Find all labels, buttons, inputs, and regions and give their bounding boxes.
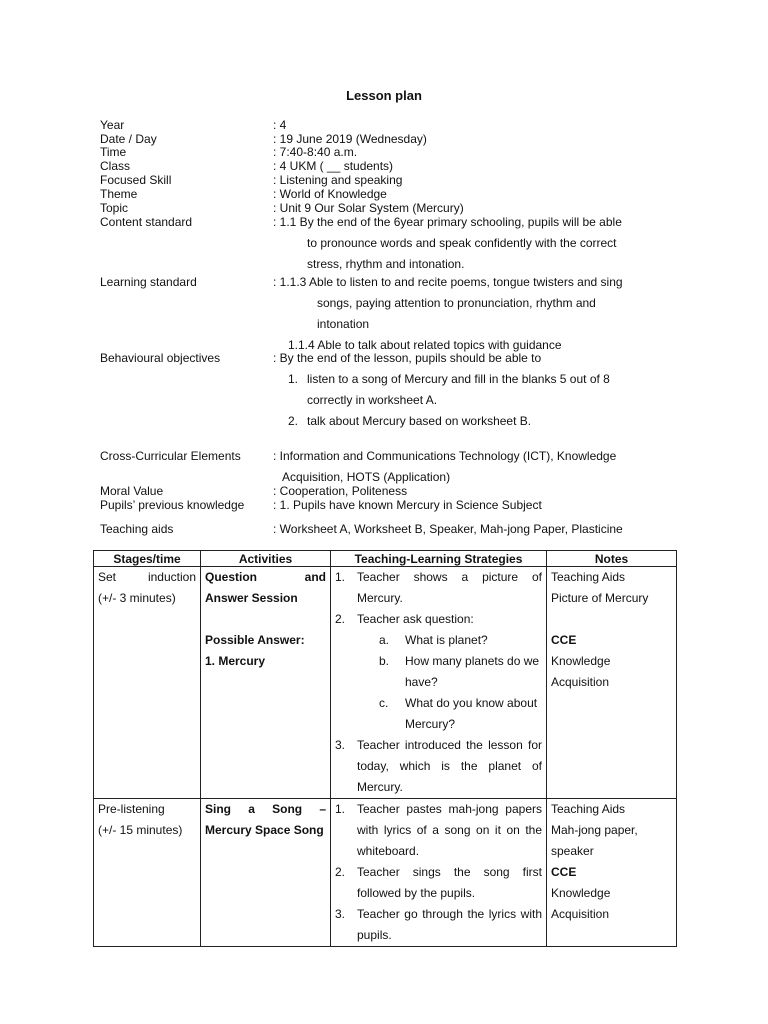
learning-standard-line: songs, paying attention to pronunciation, rhythm and xyxy=(317,296,596,310)
objective-text: correctly in worksheet A. xyxy=(307,393,438,407)
sub-marker: a. xyxy=(379,633,390,647)
sub-text: What do you know about Mercury? xyxy=(405,696,538,731)
objective-text: listen to a song of Mercury and fill in the blanks 5 out of 8 xyxy=(307,372,610,386)
learning-standard-line: intonation xyxy=(317,317,370,331)
notes-cce-label: CCE xyxy=(551,633,577,647)
strategy-number: 2. xyxy=(335,612,346,626)
class-value: : 4 UKM ( __ students) xyxy=(273,159,394,173)
strategy-number: 3. xyxy=(335,907,346,921)
strategy-item xyxy=(335,862,542,904)
notes-cce: Knowledge Acquisition xyxy=(551,886,611,921)
objective-number: 2. xyxy=(288,414,299,428)
strategy-sub-item xyxy=(335,651,542,693)
possible-answer-label: Possible Answer: xyxy=(205,633,305,647)
moral-value-value: : Cooperation, Politeness xyxy=(273,484,408,498)
activity-cell xyxy=(201,799,331,947)
stage-time: (+/- 3 minutes) xyxy=(98,591,176,605)
time-value: : 7:40-8:40 a.m. xyxy=(273,145,358,159)
content-standard-line: to pronounce words and speak confidently with the correct xyxy=(307,236,617,250)
strategy-text: Teacher shows a picture of Mercury. xyxy=(357,570,542,605)
strategy-item xyxy=(335,799,542,862)
stage-cell xyxy=(94,567,201,799)
learning-standard-line: 1.1.4 Able to talk about related topics with guidance xyxy=(288,338,562,352)
activity-name: Sing a Song – Mercury Space Song xyxy=(205,802,326,837)
strategies-cell xyxy=(331,567,547,799)
header-notes: Notes xyxy=(547,551,677,567)
content-standard-label: Content standard xyxy=(100,215,193,229)
stage-name: Pre-listening xyxy=(98,802,165,816)
date-value: : 19 June 2019 (Wednesday) xyxy=(273,132,427,146)
strategy-item xyxy=(335,609,542,630)
header-strategies: Teaching-Learning Strategies xyxy=(331,551,547,567)
teaching-aids-label: Teaching aids xyxy=(100,522,174,536)
notes-aids: Mah-jong paper, speaker xyxy=(551,823,638,858)
behavioural-objectives-value: : By the end of the lesson, pupils should be able to xyxy=(273,351,542,365)
strategy-text: Teacher sings the song first followed by the pupils. xyxy=(357,865,542,900)
possible-answer: 1. Mercury xyxy=(205,654,266,668)
strategy-sub-item xyxy=(335,693,542,735)
theme-label: Theme xyxy=(100,187,138,201)
content-standard-line: stress, rhythm and intonation. xyxy=(307,257,465,271)
activity-cell xyxy=(201,567,331,799)
date-label: Date / Day xyxy=(100,132,157,146)
focused-skill-label: Focused Skill xyxy=(100,173,172,187)
header-stages: Stages/time xyxy=(94,551,201,567)
cross-curricular-value: : Information and Communications Technology (ICT), Knowledge xyxy=(273,449,617,463)
content-standard-value: : 1.1 By the end of the 6year primary schooling, pupils will be able xyxy=(273,215,622,229)
moral-value-label: Moral Value xyxy=(100,484,164,498)
notes-aids-label: Teaching Aids xyxy=(551,802,626,816)
theme-value: : World of Knowledge xyxy=(273,187,387,201)
table-header-row xyxy=(94,551,677,567)
teaching-aids-value: : Worksheet A, Worksheet B, Speaker, Mah-jong Paper, Plasticine xyxy=(273,522,623,536)
previous-knowledge-value: : 1. Pupils have known Mercury in Science Subject xyxy=(273,498,542,512)
strategy-text: Teacher go through the lyrics with pupils. xyxy=(357,907,542,942)
sub-marker: b. xyxy=(379,654,390,668)
strategy-text: Teacher pastes mah-jong papers with lyrics of a song on it on the whiteboard. xyxy=(357,802,542,858)
stage-cell xyxy=(94,799,201,947)
strategy-text: Teacher introduced the lesson for today, which is the planet of Mercury. xyxy=(357,738,542,794)
stage-time: (+/- 15 minutes) xyxy=(98,823,183,837)
cross-curricular-label: Cross-Curricular Elements xyxy=(100,449,241,463)
sub-text: How many planets do we have? xyxy=(405,654,540,689)
notes-cce: Knowledge Acquisition xyxy=(551,654,611,689)
year-label: Year xyxy=(100,118,125,132)
stage-name: Set induction xyxy=(98,570,196,584)
time-label: Time xyxy=(100,145,127,159)
strategy-item xyxy=(335,904,542,946)
year-value: : 4 xyxy=(273,118,287,132)
table-row xyxy=(94,567,677,799)
strategies-cell xyxy=(331,799,547,947)
topic-value: : Unit 9 Our Solar System (Mercury) xyxy=(273,201,464,215)
learning-standard-value: : 1.1.3 Able to listen to and recite poems, tongue twisters and sing xyxy=(273,275,623,289)
strategy-number: 1. xyxy=(335,570,346,584)
sub-marker: c. xyxy=(379,696,389,710)
strategy-item xyxy=(335,735,542,798)
focused-skill-value: : Listening and speaking xyxy=(273,173,403,187)
notes-cce-label: CCE xyxy=(551,865,577,879)
lesson-table xyxy=(93,550,677,947)
topic-label: Topic xyxy=(100,201,129,215)
header-activities: Activities xyxy=(201,551,331,567)
previous-knowledge-label: Pupils’ previous knowledge xyxy=(100,498,245,512)
table-row xyxy=(94,799,677,947)
cross-curricular-line: Acquisition, HOTS (Application) xyxy=(282,470,451,484)
class-label: Class xyxy=(100,159,131,173)
strategy-number: 1. xyxy=(335,802,346,816)
notes-cell xyxy=(547,567,677,799)
activity-name: Question and Answer Session xyxy=(205,570,326,605)
learning-standard-label: Learning standard xyxy=(100,275,197,289)
strategy-number: 2. xyxy=(335,865,346,879)
page-title: Lesson plan xyxy=(346,88,422,103)
sub-text: What is planet? xyxy=(405,633,488,647)
objective-text: talk about Mercury based on worksheet B. xyxy=(307,414,532,428)
objective-number: 1. xyxy=(288,372,299,386)
notes-cell xyxy=(547,799,677,947)
behavioural-objectives-label: Behavioural objectives xyxy=(100,351,221,365)
notes-aids: Picture of Mercury xyxy=(551,591,649,605)
notes-aids-label: Teaching Aids xyxy=(551,570,626,584)
strategy-item xyxy=(335,567,542,609)
strategy-sub-item xyxy=(335,630,542,651)
strategy-number: 3. xyxy=(335,738,346,752)
strategy-text: Teacher ask question: xyxy=(357,612,474,626)
